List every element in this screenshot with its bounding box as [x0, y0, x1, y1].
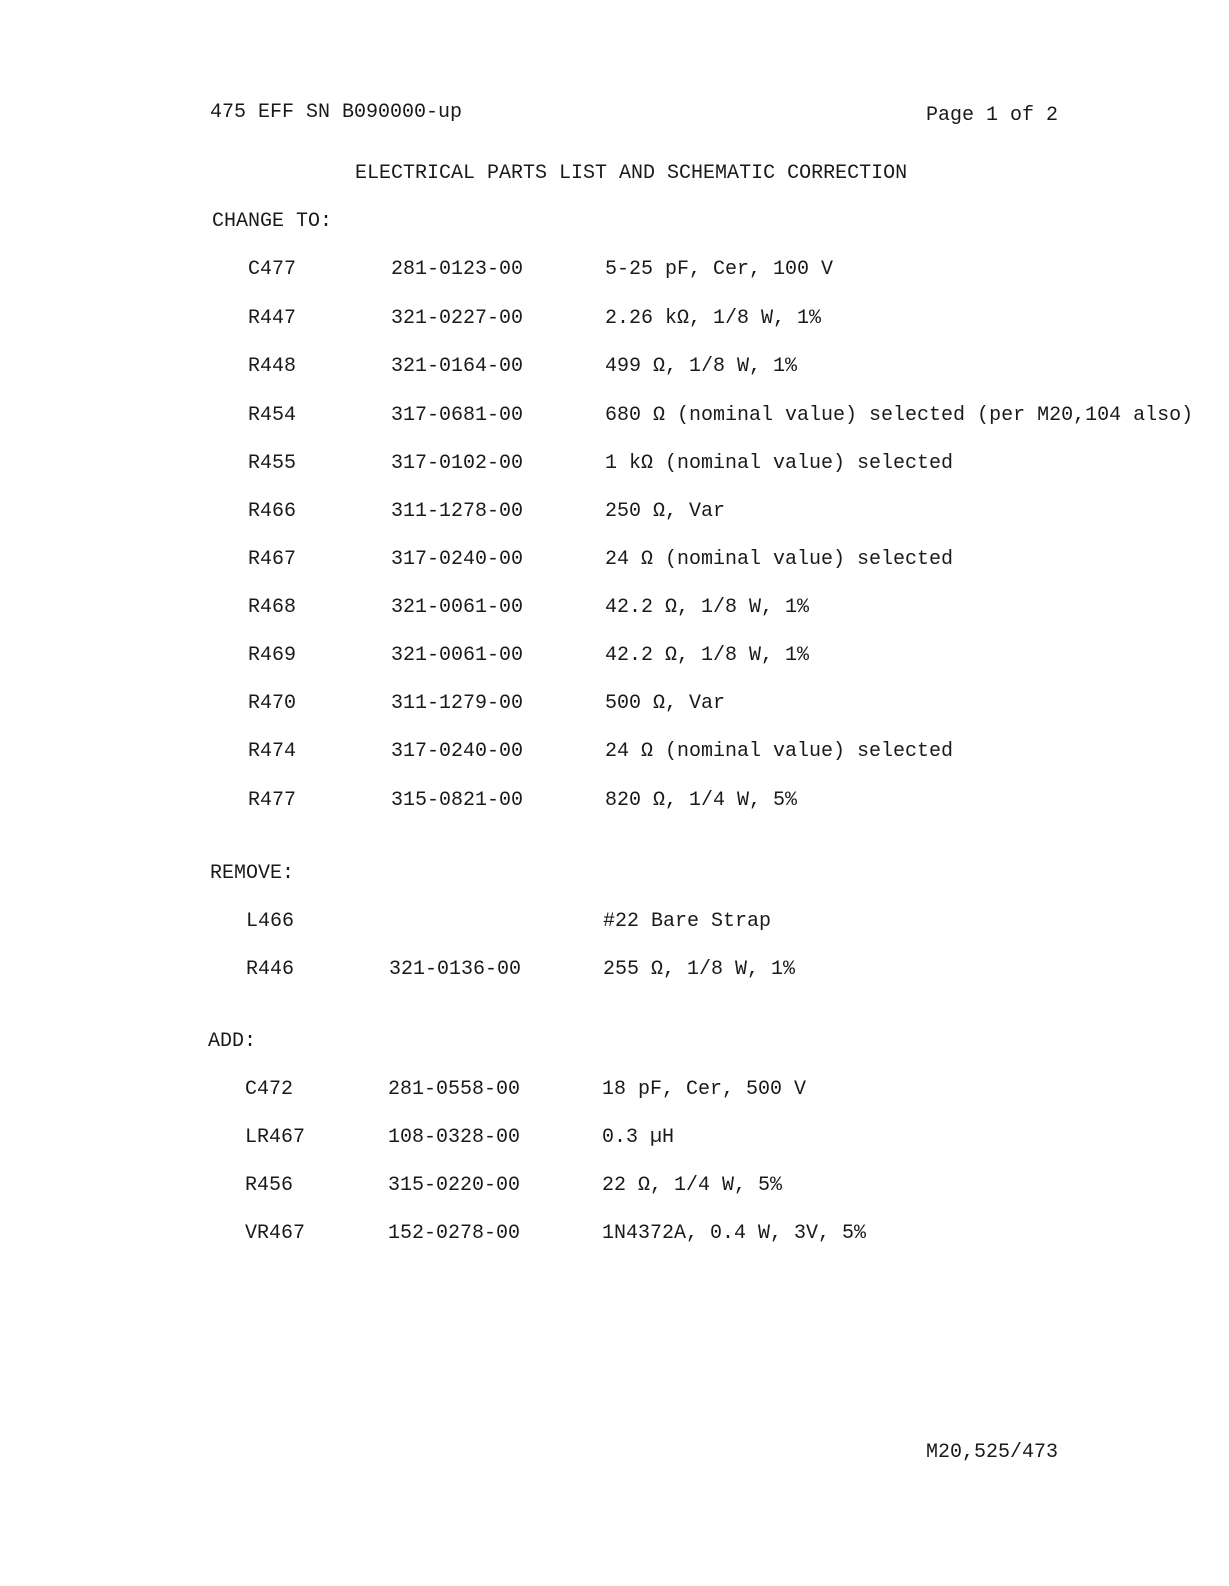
parts-row — [246, 910, 1229, 936]
part-number: 317-0102-00 — [391, 452, 524, 475]
part-number: 321-0061-00 — [391, 596, 524, 619]
part-description: 680 Ω (nominal value) selected (per M20,104 also) — [605, 404, 1194, 427]
part-number: 321-0061-00 — [391, 644, 524, 667]
part-ref: C477 — [248, 258, 297, 281]
section-change-to-title: CHANGE TO: — [212, 210, 333, 233]
part-ref: R466 — [248, 500, 297, 523]
document-title: ELECTRICAL PARTS LIST AND SCHEMATIC CORRECTION — [355, 162, 908, 185]
part-description: 22 Ω, 1/4 W, 5% — [602, 1174, 783, 1197]
part-number: 108-0328-00 — [388, 1126, 521, 1149]
part-description: 0.3 µH — [602, 1126, 675, 1149]
part-number: 311-1278-00 — [391, 500, 524, 523]
part-description: 820 Ω, 1/4 W, 5% — [605, 789, 798, 812]
part-description: 18 pF, Cer, 500 V — [602, 1078, 807, 1101]
part-description: 255 Ω, 1/8 W, 1% — [603, 958, 796, 981]
parts-row — [245, 1126, 1229, 1152]
parts-row — [248, 644, 1229, 670]
part-description: 42.2 Ω, 1/8 W, 1% — [605, 644, 810, 667]
part-description: 499 Ω, 1/8 W, 1% — [605, 355, 798, 378]
parts-row — [245, 1222, 1229, 1248]
parts-row — [248, 452, 1229, 478]
part-description: #22 Bare Strap — [603, 910, 772, 933]
part-ref: R455 — [248, 452, 297, 475]
parts-row — [248, 307, 1229, 333]
parts-row — [248, 740, 1229, 766]
parts-row — [248, 500, 1229, 526]
part-ref: VR467 — [245, 1222, 306, 1245]
section-add-title: ADD: — [208, 1030, 257, 1053]
parts-row — [248, 404, 1229, 430]
part-number: 152-0278-00 — [388, 1222, 521, 1245]
part-number: 281-0123-00 — [391, 258, 524, 281]
part-ref: R446 — [246, 958, 295, 981]
part-description: 1N4372A, 0.4 W, 3V, 5% — [602, 1222, 867, 1245]
document-number: M20,525/473 — [926, 1441, 1059, 1464]
part-number: 317-0240-00 — [391, 548, 524, 571]
part-number: 321-0164-00 — [391, 355, 524, 378]
part-number: 315-0821-00 — [391, 789, 524, 812]
parts-row — [248, 789, 1229, 815]
part-ref: R474 — [248, 740, 297, 763]
part-ref: R469 — [248, 644, 297, 667]
part-number: 321-0227-00 — [391, 307, 524, 330]
part-description: 500 Ω, Var — [605, 692, 726, 715]
part-description: 42.2 Ω, 1/8 W, 1% — [605, 596, 810, 619]
part-number: 317-0681-00 — [391, 404, 524, 427]
part-description: 24 Ω (nominal value) selected — [605, 548, 954, 571]
part-ref: R454 — [248, 404, 297, 427]
part-ref: R467 — [248, 548, 297, 571]
part-number: 321-0136-00 — [389, 958, 522, 981]
parts-row — [245, 1174, 1229, 1200]
parts-row — [248, 692, 1229, 718]
part-ref: C472 — [245, 1078, 294, 1101]
parts-row — [246, 958, 1229, 984]
part-ref: R456 — [245, 1174, 294, 1197]
part-number: 315-0220-00 — [388, 1174, 521, 1197]
section-remove-title: REMOVE: — [210, 862, 295, 885]
parts-row — [248, 258, 1229, 284]
part-ref: L466 — [246, 910, 295, 933]
part-description: 2.26 kΩ, 1/8 W, 1% — [605, 307, 822, 330]
part-ref: R468 — [248, 596, 297, 619]
part-number: 311-1279-00 — [391, 692, 524, 715]
part-description: 250 Ω, Var — [605, 500, 726, 523]
part-description: 1 kΩ (nominal value) selected — [605, 452, 954, 475]
part-ref: R448 — [248, 355, 297, 378]
part-description: 5-25 pF, Cer, 100 V — [605, 258, 834, 281]
part-ref: R477 — [248, 789, 297, 812]
page-indicator: Page 1 of 2 — [926, 104, 1059, 127]
part-number: 281-0558-00 — [388, 1078, 521, 1101]
parts-row — [248, 596, 1229, 622]
part-description: 24 Ω (nominal value) selected — [605, 740, 954, 763]
part-ref: R447 — [248, 307, 297, 330]
parts-row — [248, 355, 1229, 381]
part-number: 317-0240-00 — [391, 740, 524, 763]
part-ref: LR467 — [245, 1126, 306, 1149]
parts-row — [245, 1078, 1229, 1104]
model-serial-line: 475 EFF SN B090000-up — [210, 101, 463, 124]
parts-row — [248, 548, 1229, 574]
part-ref: R470 — [248, 692, 297, 715]
